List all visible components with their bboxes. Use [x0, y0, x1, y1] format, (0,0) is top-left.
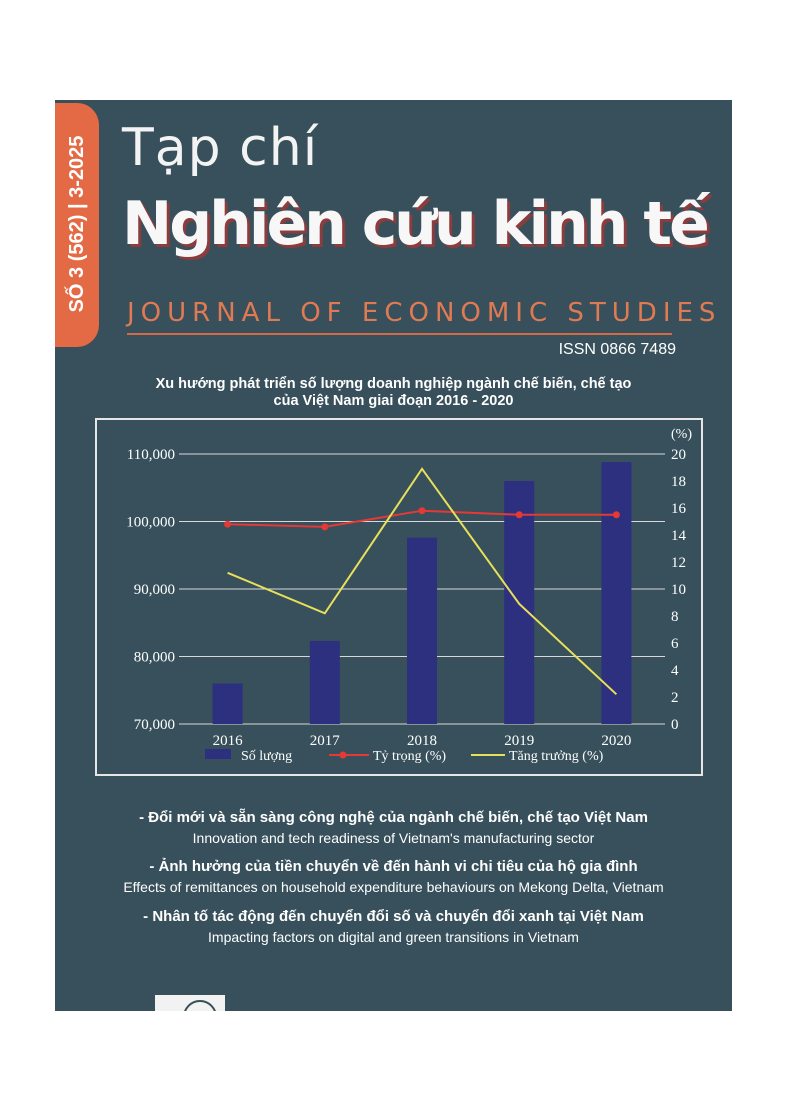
combo-chart — [97, 420, 701, 774]
journal-cover — [55, 100, 732, 1011]
y-right-tick-label: 14 — [671, 528, 686, 544]
legend-label: Số lượng — [241, 749, 293, 764]
journal-title: Nghiên cứu kinh tế — [122, 189, 707, 259]
publisher-logo — [155, 995, 225, 1011]
x-tick-label: 2019 — [504, 733, 535, 749]
y-left-tick-label: 110,000 — [126, 447, 175, 463]
y-left-tick-label: 90,000 — [133, 582, 175, 598]
article-1-title-en: Innovation and tech readiness of Vietnam's manufacturing sector — [192, 830, 595, 846]
article-2-title-vi: - Ảnh hưởng của tiền chuyển về đến hành vi chi tiêu của hộ gia đình — [149, 858, 638, 875]
article-2[interactable] — [55, 857, 732, 897]
y-right-tick-label: 16 — [671, 501, 686, 517]
chart-title-line-1: Xu hướng phát triển số lượng doanh nghiệp ngành chế biến, chế tạo — [155, 376, 632, 392]
x-tick-label: 2020 — [601, 733, 632, 749]
article-3-title-en: Impacting factors on digital and green transitions in Vietnam — [208, 929, 579, 945]
y-right-tick-label: 10 — [671, 582, 686, 598]
article-3[interactable] — [55, 907, 732, 947]
title-divider — [127, 333, 672, 335]
legend-label: Tăng trưởng (%) — [509, 749, 604, 764]
y-right-tick-label: 4 — [671, 663, 679, 679]
y-right-tick-label: 2 — [671, 690, 679, 706]
share-point — [613, 511, 620, 518]
bar — [310, 641, 340, 724]
y-right-tick-label: 8 — [671, 609, 679, 625]
chart-title-line-2: của Việt Nam giai đoạn 2016 - 2020 — [273, 393, 514, 409]
issn-number: ISSN 0866 7489 — [558, 341, 676, 358]
x-tick-label: 2017 — [309, 733, 340, 749]
article-1[interactable] — [55, 808, 732, 848]
y-right-tick-label: 20 — [671, 447, 686, 463]
bar — [213, 684, 243, 725]
share-point — [321, 523, 328, 530]
x-tick-label: 2018 — [407, 733, 437, 749]
legend-share-marker — [340, 752, 347, 759]
y-right-tick-label: 18 — [671, 474, 686, 490]
issue-tab — [55, 103, 99, 347]
x-tick-label: 2016 — [212, 733, 243, 749]
journal-subtitle: JOURNAL OF ECONOMIC STUDIES — [127, 298, 722, 328]
article-3-title-vi: - Nhân tố tác động đến chuyển đổi số và chuyển đổi xanh tại Việt Nam — [143, 908, 644, 925]
y-right-tick-label: 0 — [671, 717, 679, 733]
y-left-tick-label: 70,000 — [133, 717, 175, 733]
share-point — [419, 507, 426, 514]
journal-title-prefix: Tạp chí — [122, 118, 319, 178]
y-left-tick-label: 100,000 — [126, 514, 175, 531]
article-1-title-vi: - Đổi mới và sẵn sàng công nghệ của ngành chế biến, chế tạo Việt Nam — [139, 809, 648, 826]
issue-number: SỐ 3 (562) | 3-2025 — [66, 135, 88, 313]
article-2-title-en: Effects of remittances on household expenditure behaviours on Mekong Delta, Vietnam — [123, 879, 664, 895]
y-left-tick-label: 80,000 — [133, 649, 175, 666]
y-right-tick-label: 6 — [671, 636, 679, 652]
chart-frame — [95, 418, 703, 776]
y-right-unit-label: (%) — [671, 427, 692, 442]
share-point — [224, 521, 231, 528]
y-right-tick-label: 12 — [671, 555, 686, 571]
bar — [407, 538, 437, 724]
logo-globe-icon — [183, 1000, 217, 1011]
legend-label: Tỷ trọng (%) — [373, 749, 447, 764]
legend-bar-swatch — [205, 749, 231, 759]
share-point — [516, 511, 523, 518]
